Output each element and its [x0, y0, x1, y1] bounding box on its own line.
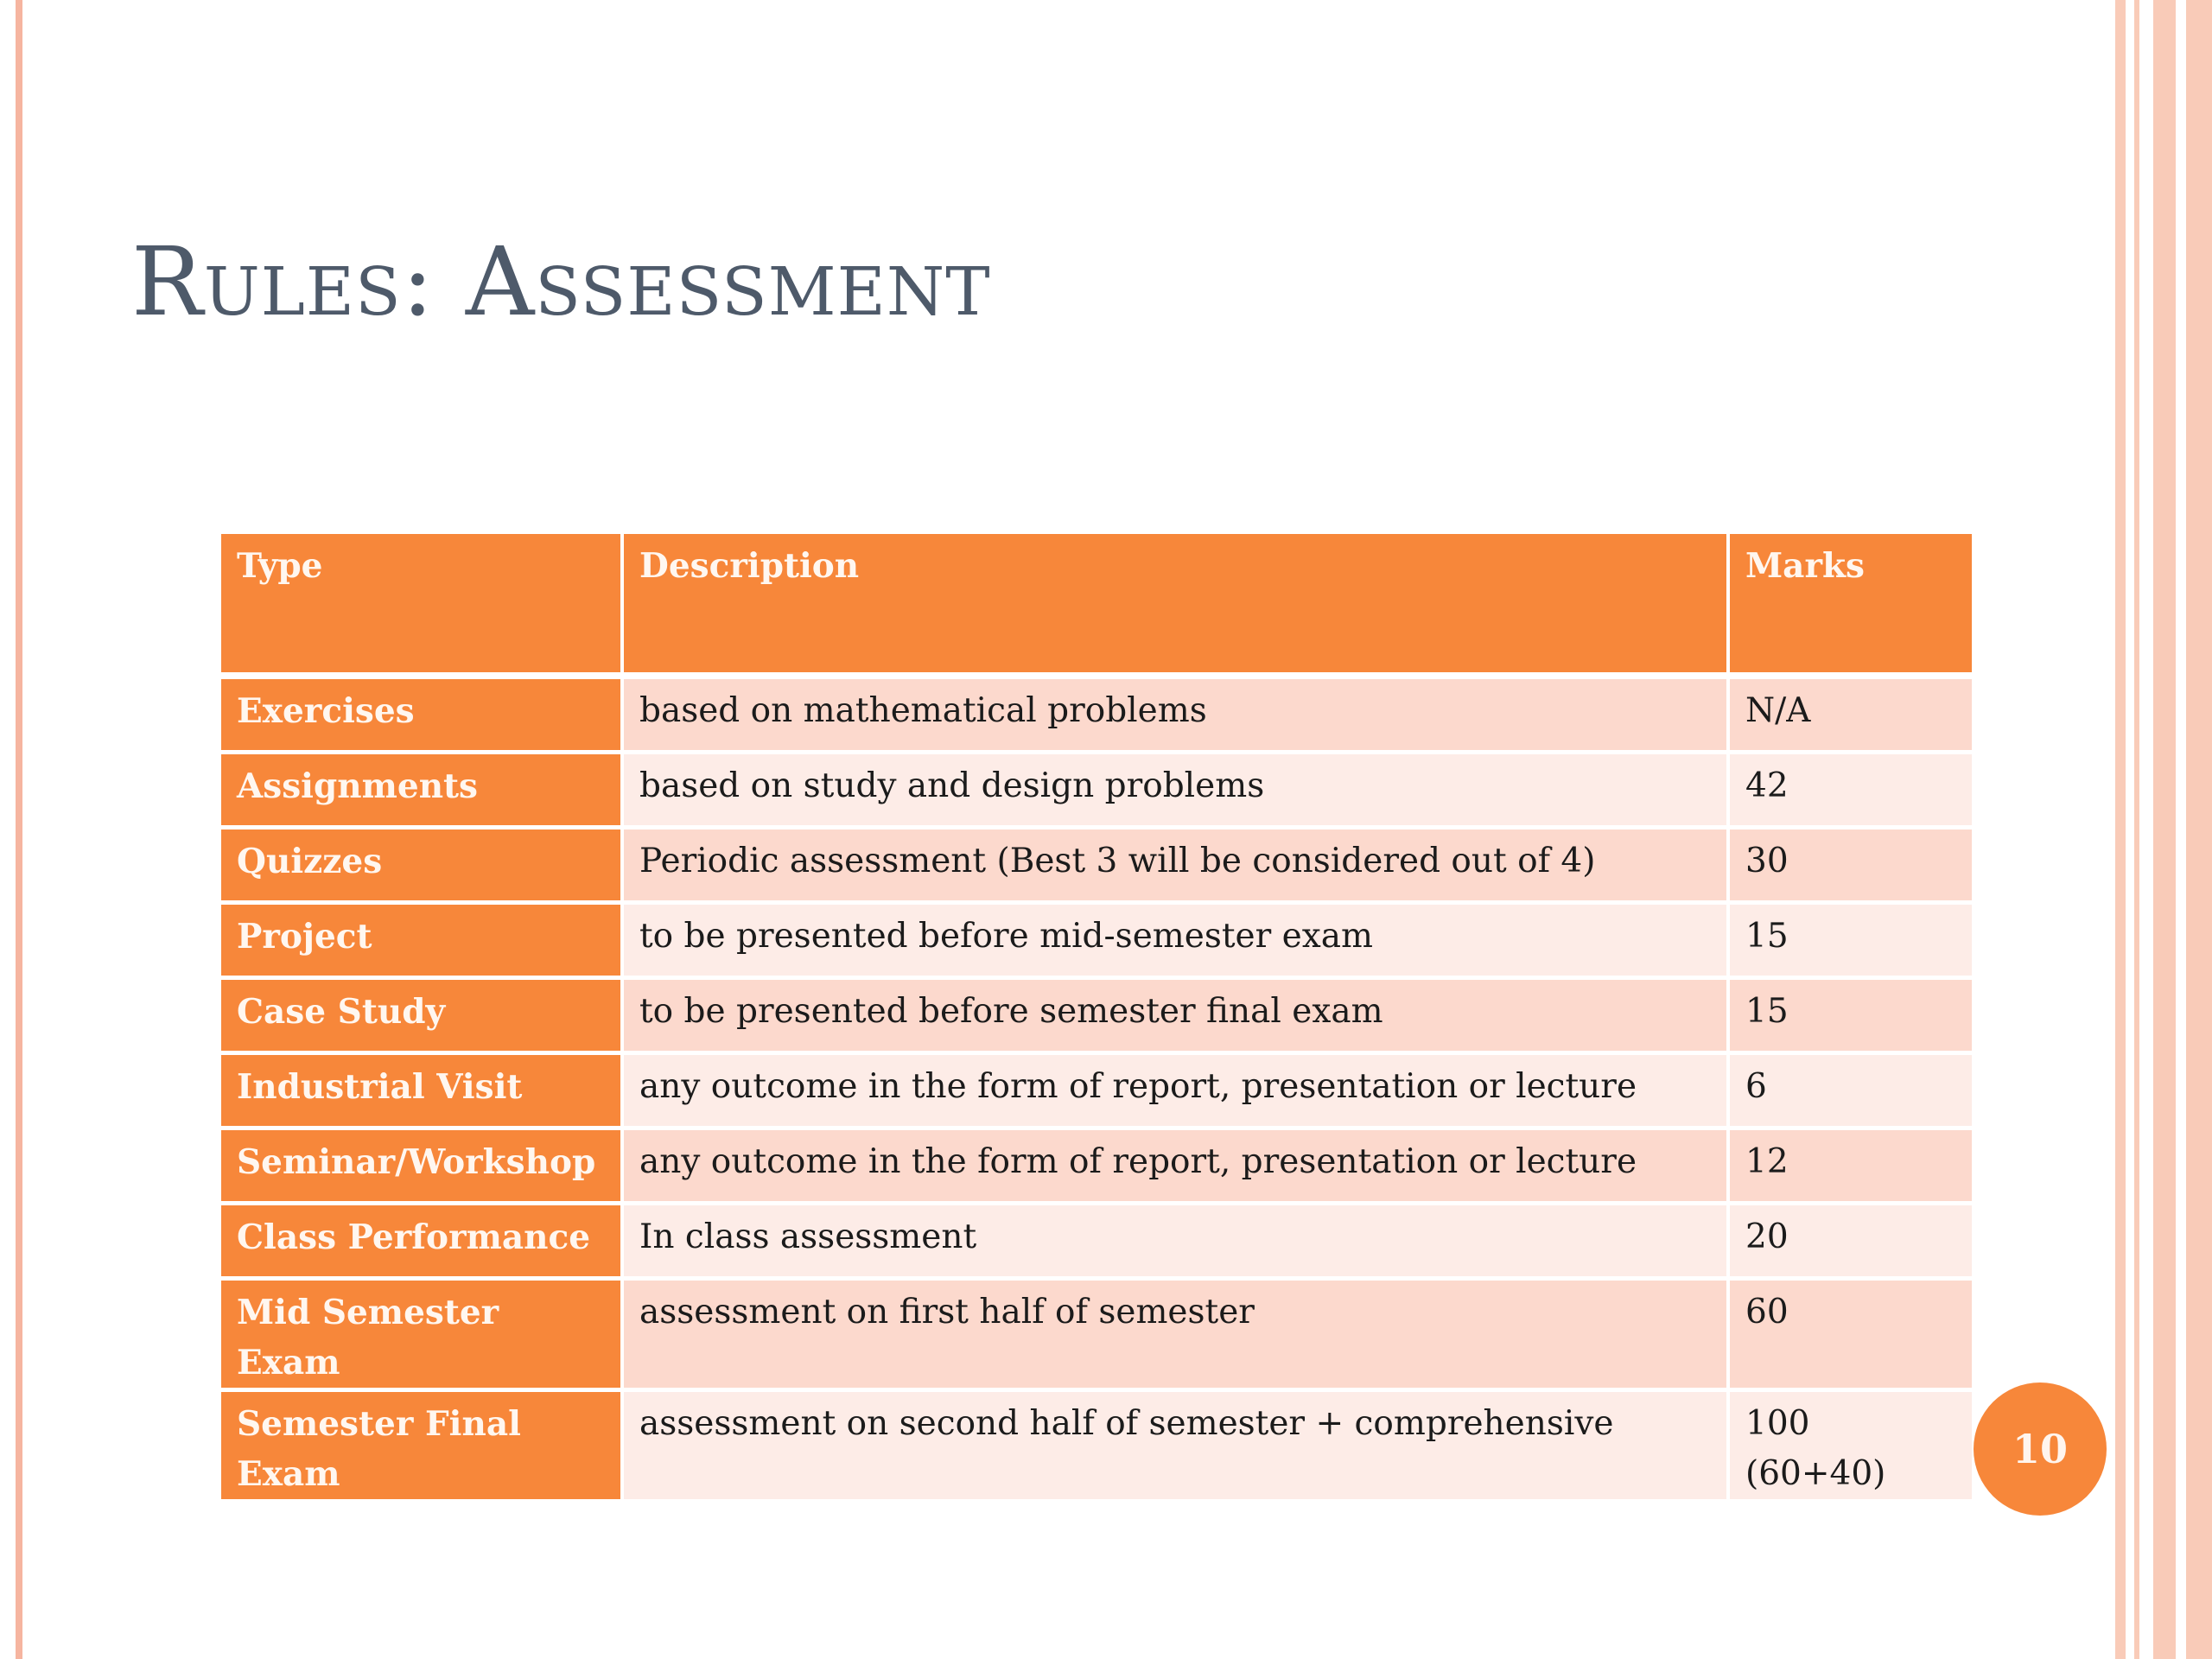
header-type: Type — [221, 534, 624, 679]
type-cell: Assignments — [221, 754, 624, 830]
right-border-stripe — [2134, 0, 2139, 1659]
page-number-badge: 10 — [1974, 1382, 2107, 1516]
type-cell: Project — [221, 905, 624, 980]
description-cell: assessment on first half of semester — [624, 1281, 1730, 1392]
type-cell: Industrial Visit — [221, 1055, 624, 1130]
table-row — [221, 679, 1972, 754]
description-cell: assessment on second half of semester + comprehensive — [624, 1392, 1730, 1499]
table-row — [221, 1205, 1972, 1281]
table-row — [221, 1392, 1972, 1499]
table-row — [221, 830, 1972, 905]
table-header-row — [221, 534, 1972, 679]
marks-cell: 20 — [1730, 1205, 1972, 1281]
right-border-stripe — [2186, 0, 2212, 1659]
marks-cell: N/A — [1730, 679, 1972, 754]
marks-cell: 100 (60+40) — [1730, 1392, 1972, 1499]
assessment-table — [221, 534, 1972, 1499]
type-cell: Seminar/Workshop — [221, 1130, 624, 1205]
table-row — [221, 905, 1972, 980]
left-border-stripe — [16, 0, 22, 1659]
right-border-stripe — [2153, 0, 2176, 1659]
description-cell: to be presented before semester final exam — [624, 980, 1730, 1055]
description-cell: Periodic assessment (Best 3 will be considered out of 4) — [624, 830, 1730, 905]
marks-cell: 42 — [1730, 754, 1972, 830]
description-cell: based on mathematical problems — [624, 679, 1730, 754]
description-cell: any outcome in the form of report, presentation or lecture — [624, 1130, 1730, 1205]
table-row — [221, 754, 1972, 830]
type-cell: Exercises — [221, 679, 624, 754]
type-cell: Case Study — [221, 980, 624, 1055]
table-row — [221, 1281, 1972, 1392]
description-cell: based on study and design problems — [624, 754, 1730, 830]
description-cell: to be presented before mid-semester exam — [624, 905, 1730, 980]
marks-cell: 6 — [1730, 1055, 1972, 1130]
type-cell: Class Performance — [221, 1205, 624, 1281]
marks-cell: 30 — [1730, 830, 1972, 905]
marks-cell: 60 — [1730, 1281, 1972, 1392]
description-cell: any outcome in the form of report, presentation or lecture — [624, 1055, 1730, 1130]
header-description: Description — [624, 534, 1730, 679]
table-row — [221, 1130, 1972, 1205]
marks-cell: 15 — [1730, 905, 1972, 980]
type-cell: Quizzes — [221, 830, 624, 905]
slide-title: Rules: Assessment — [131, 226, 991, 337]
table-row — [221, 1055, 1972, 1130]
marks-cell: 15 — [1730, 980, 1972, 1055]
header-marks: Marks — [1730, 534, 1972, 679]
type-cell: Semester Final Exam — [221, 1392, 624, 1499]
table-row — [221, 980, 1972, 1055]
marks-cell: 12 — [1730, 1130, 1972, 1205]
type-cell: Mid Semester Exam — [221, 1281, 624, 1392]
right-border-stripe — [2115, 0, 2126, 1659]
description-cell: In class assessment — [624, 1205, 1730, 1281]
